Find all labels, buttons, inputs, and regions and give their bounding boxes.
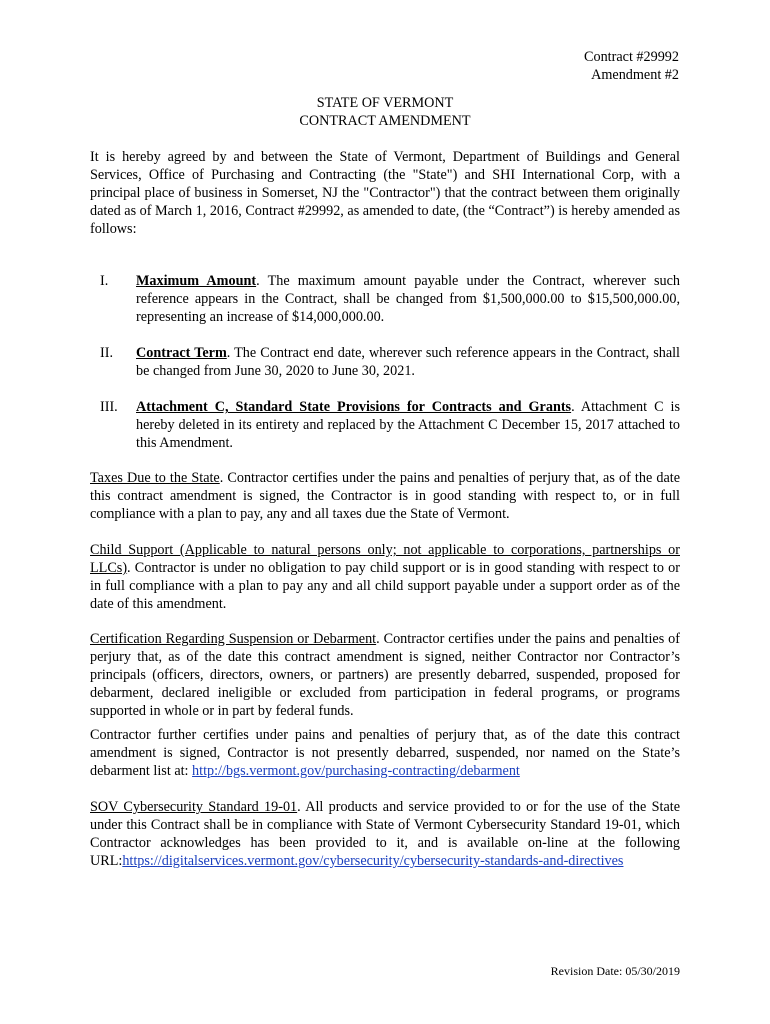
item-text: . Attachment C is hereby deleted in its entirety and replaced by the Attachment C December 15, 2017 attached to this Amendment. <box>136 399 681 451</box>
item-numeral: II. <box>100 345 113 361</box>
debarment-text: Contractor further certifies under pains and penalties of perjury that, as of the date this contract amendment is signed, Contractor is not presently debarred, suspended, nor named on the State’s debarment list at: <box>90 727 680 779</box>
item-text: . The maximum amount payable under the Contract, wherever such reference appears in the Contract, shall be changed from $1,500,000.00 to $15,500,000.00, representing an increase of $14,000,000.00. <box>136 273 680 325</box>
contract-header <box>584 48 679 84</box>
item-heading: Attachment C, Standard State Provisions for Contracts and Grants <box>136 399 572 415</box>
revision-date: Revision Date: 05/30/2019 <box>550 964 680 978</box>
certification-heading: Certification Regarding Suspension or Debarment <box>90 631 377 647</box>
amendment-number: Amendment #2 <box>591 67 679 83</box>
title-line-1: STATE OF VERMONT <box>316 95 454 111</box>
taxes-paragraph <box>90 469 680 523</box>
contract-number: Contract #29992 <box>584 49 679 65</box>
item-body <box>136 272 680 326</box>
document-title <box>0 94 770 130</box>
debarment-list-link[interactable]: http://bgs.vermont.gov/purchasing-contracting/debarment <box>192 763 520 779</box>
item-body <box>136 344 680 380</box>
cybersecurity-heading: SOV Cybersecurity Standard 19-01 <box>90 799 298 815</box>
taxes-text: . Contractor certifies under the pains and penalties of perjury that, as of the date this contract amendment is signed, the Contractor is in good standing with respect to, or in full compliance with a plan to pay, any and all taxes due the State of Vermont. <box>90 470 680 522</box>
certification-text: . Contractor certifies under the pains and penalties of perjury that, as of the date this contract amendment is signed, neither Contractor nor Contractor’s principals (officers, directors, owners, or partners) are presently debarred, suspended, proposed for debarment, declared ineligible or excluded from participation in federal programs, or programs supported in whole or in part by federal funds. <box>90 631 680 719</box>
cybersecurity-paragraph <box>90 798 680 870</box>
item-text: . The Contract end date, wherever such reference appears in the Contract, shall be changed from June 30, 2020 to June 30, 2021. <box>136 345 680 379</box>
cybersecurity-text: . All products and service provided to or for the use of the State under this Contract shall be in compliance with State of Vermont Cybersecurity Standard 19-01, which Contractor acknowledges has been provided to it, and is available on-line at the following URL: <box>90 799 680 869</box>
item-heading: Maximum Amount <box>136 273 257 289</box>
item-heading: Contract Term <box>136 345 227 361</box>
child-support-heading: Child Support (Applicable to natural persons only; not applicable to corporations, partnerships or LLCs) <box>90 542 680 576</box>
certification-paragraph <box>90 630 680 720</box>
item-body <box>136 398 680 452</box>
child-support-paragraph <box>90 541 680 613</box>
item-numeral: I. <box>100 273 109 289</box>
debarment-paragraph <box>90 726 680 780</box>
item-numeral: III. <box>100 399 118 415</box>
title-line-2: CONTRACT AMENDMENT <box>299 113 471 129</box>
taxes-heading: Taxes Due to the State <box>90 470 220 486</box>
intro-paragraph: It is hereby agreed by and between the State of Vermont, Department of Buildings and General Services, Office of Purchasing and Contracting (the "State") and SHI International Corp, with a principal place of business in Somerset, NJ the "Contractor") that the contract between them originally dated as of March 1, 2016, Contract #29992, as amended to date, (the “Contract”) is hereby amended as follows: <box>90 149 680 237</box>
child-support-text: . Contractor is under no obligation to pay child support or is in good standing with respect to or in full compliance with a plan to pay any and all child support payable under a support order as of the date of this amendment. <box>90 560 680 612</box>
cybersecurity-standards-link[interactable]: https://digitalservices.vermont.gov/cybersecurity/cybersecurity-standards-and-directives <box>122 853 624 869</box>
